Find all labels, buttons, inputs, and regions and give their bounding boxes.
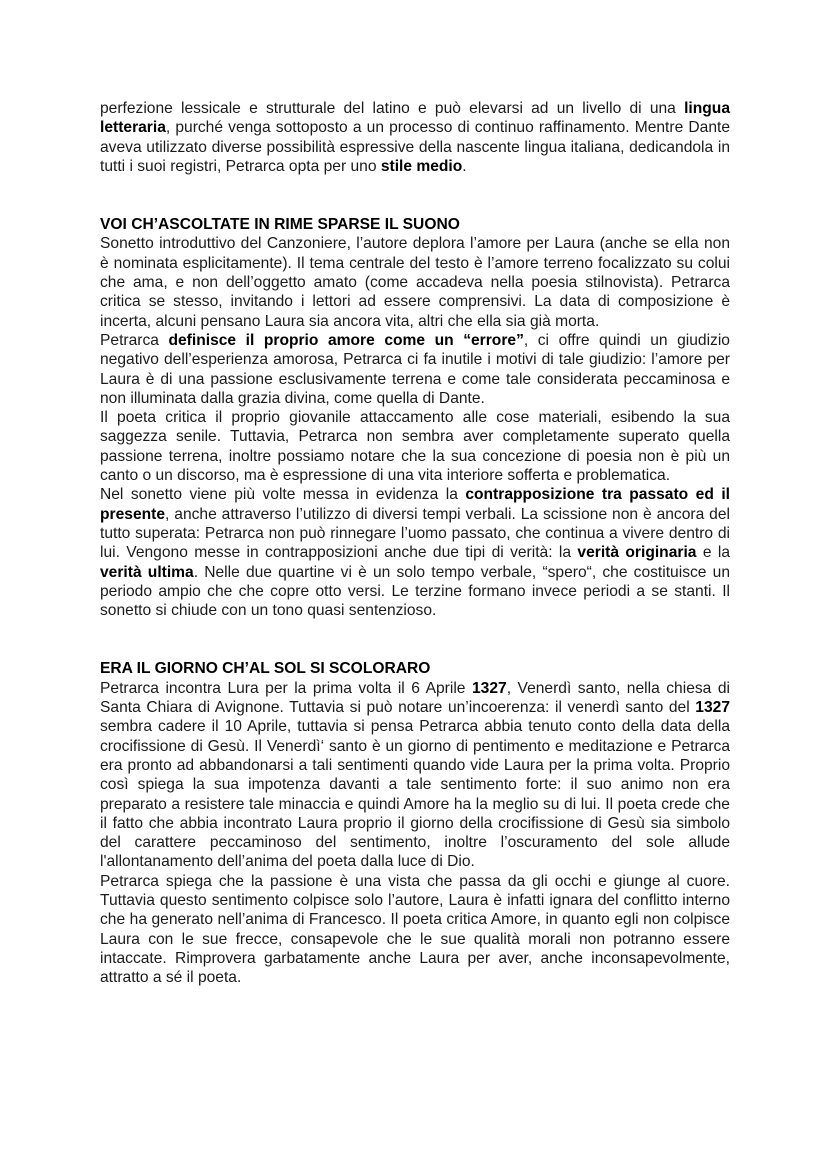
bold-text-run: 1327 [471,679,507,697]
bold-text-run: verità ultima [100,563,194,581]
text-run: . [462,157,467,175]
text-run: , Venerdì santo, nella chiesa di Santa Chiara di Avignone. Tuttavia si può notare un’incoerenza: il venerdì santo del [100,679,730,717]
text-run: e la [696,544,730,562]
bold-text-run: stile medio [380,157,463,175]
section-heading-voi-chascoltate: VOI CH’ASCOLTATE IN RIME SPARSE IL SUONO [100,216,460,234]
bold-text-run: lingua letteraria [100,100,730,137]
bold-text-run: definisce il proprio amore come un “errore” [168,331,524,349]
section1-paragraph-2 [100,331,730,408]
bold-text-run: 1327 [695,699,730,717]
section2-paragraph-1 [100,679,730,872]
text-run: Sonetto introduttivo del Canzoniere, l’autore deplora l’amore per Laura (anche se ella non è nominata esplicitamente). Il tema centrale del testo è l’amore terreno focalizzato su colui che ama, e non dell’oggetto amato (come accadeva nella poesia stilnovista). Petrarca critica se stesso, invitando i lettori ad essere comprensivi. La data di composizione è incerta, alcuni pensano Laura sia ancora vita, altri che ella sia già morta. [100,235,730,330]
document-page [100,99,730,987]
text-run: , purché venga sottoposto a un processo di continuo raffinamento. Mentre Dante aveva utilizzato diverse possibilità espressive della nascente lingua italiana, dedicandola in tutti i suoi registri, Petrarca opta per uno [100,119,730,175]
text-run: sembra cadere il 10 Aprile, tuttavia si pensa Petrarca abbia tenuto conto della data della crocifissione di Gesù. Il Venerdì‘ santo è un giorno di pentimento e meditazione e Petrarca era pronto ad abbandonarsi a tali sentimenti quando vide Laura per la prima volta. Proprio così spiega la sua impotenza davanti a tale sentimento forte: il suo animo non era preparato a resistere tale minaccia e quindi Amore ha la meglio su di lui. Il poeta crede che il fatto che abbia incontrato Laura proprio il giorno della crocifissione di Gesù sia simbolo del carattere peccaminoso del sentimento, inoltre l’oscuramento del sole allude l'allontanamento dell’anima del poeta dalla luce di Dio. [100,718,730,871]
bold-text-run: verità originaria [577,544,697,562]
text-run: perfezione lessicale e strutturale del latino e può elevarsi ad un livello di una [100,100,685,117]
text-run: Nel sonetto viene più volte messa in evidenza la [100,486,466,504]
section1-paragraph-3 [100,408,730,485]
text-run: Petrarca incontra Lura per la prima volta il 6 Aprile [100,679,472,697]
text-run: Petrarca [100,331,169,349]
text-run: , ci offre quindi un giudizio negativo dell’esperienza amorosa, Petrarca ci fa inutile i motivi di tale giudizio: l’amore per Laura è di una passione esclusivamente terrena e come tale considerata peccaminosa e non illuminata dalla grazia divina, come quella di Dante. [100,331,730,407]
section2-paragraph-2 [100,872,730,988]
text-run: Petrarca spiega che la passione è una vista che passa da gli occhi e giunge al cuore. Tuttavia questo sentimento colpisce solo l’autore, Laura è infatti ignara del conflitto interno che ha generato nell’anima di Francesco. Il poeta critica Amore, in quanto egli non colpisce Laura con le sue frecce, consapevole che le sue qualità morali non potranno essere intaccate. Rimprovera garbatamente anche Laura per aver, anche inconsapevolmente, attratto a sé il poeta. [100,872,730,987]
intro-paragraph [100,99,730,176]
section-heading-era-il-giorno: ERA IL GIORNO CH’AL SOL SI SCOLORARO [100,660,431,678]
text-run: . Nelle due quartine vi è un solo tempo verbale, “spero“, che costituisce un periodo ampio che che copre otto versi. Le terzine formano invece periodi a se stanti. Il sonetto si chiude con un tono quasi sentenzioso. [100,563,730,620]
section1-paragraph-1 [100,234,730,330]
text-run: Il poeta critica il proprio giovanile attaccamento alle cose materiali, esibendo la sua saggezza senile. Tuttavia, Petrarca non sembra aver completamente superato quella passione terrena, inoltre possiamo notare che la sua concezione di poesia non è più un canto o un discorso, ma è espressione di una vita interiore sofferta e problematica. [100,409,730,485]
text-run: , anche attraverso l’utilizzo di diversi tempi verbali. La scissione non è ancora del tutto superata: Petrarca non può rinnegare l’uomo passato, che continua a vivere dentro di lui. Vengono messe in contrapposizioni anche due tipi di verità: la [100,505,730,562]
bold-text-run: contrapposizione tra passato ed il presente [100,486,730,523]
section1-paragraph-4 [100,485,730,620]
